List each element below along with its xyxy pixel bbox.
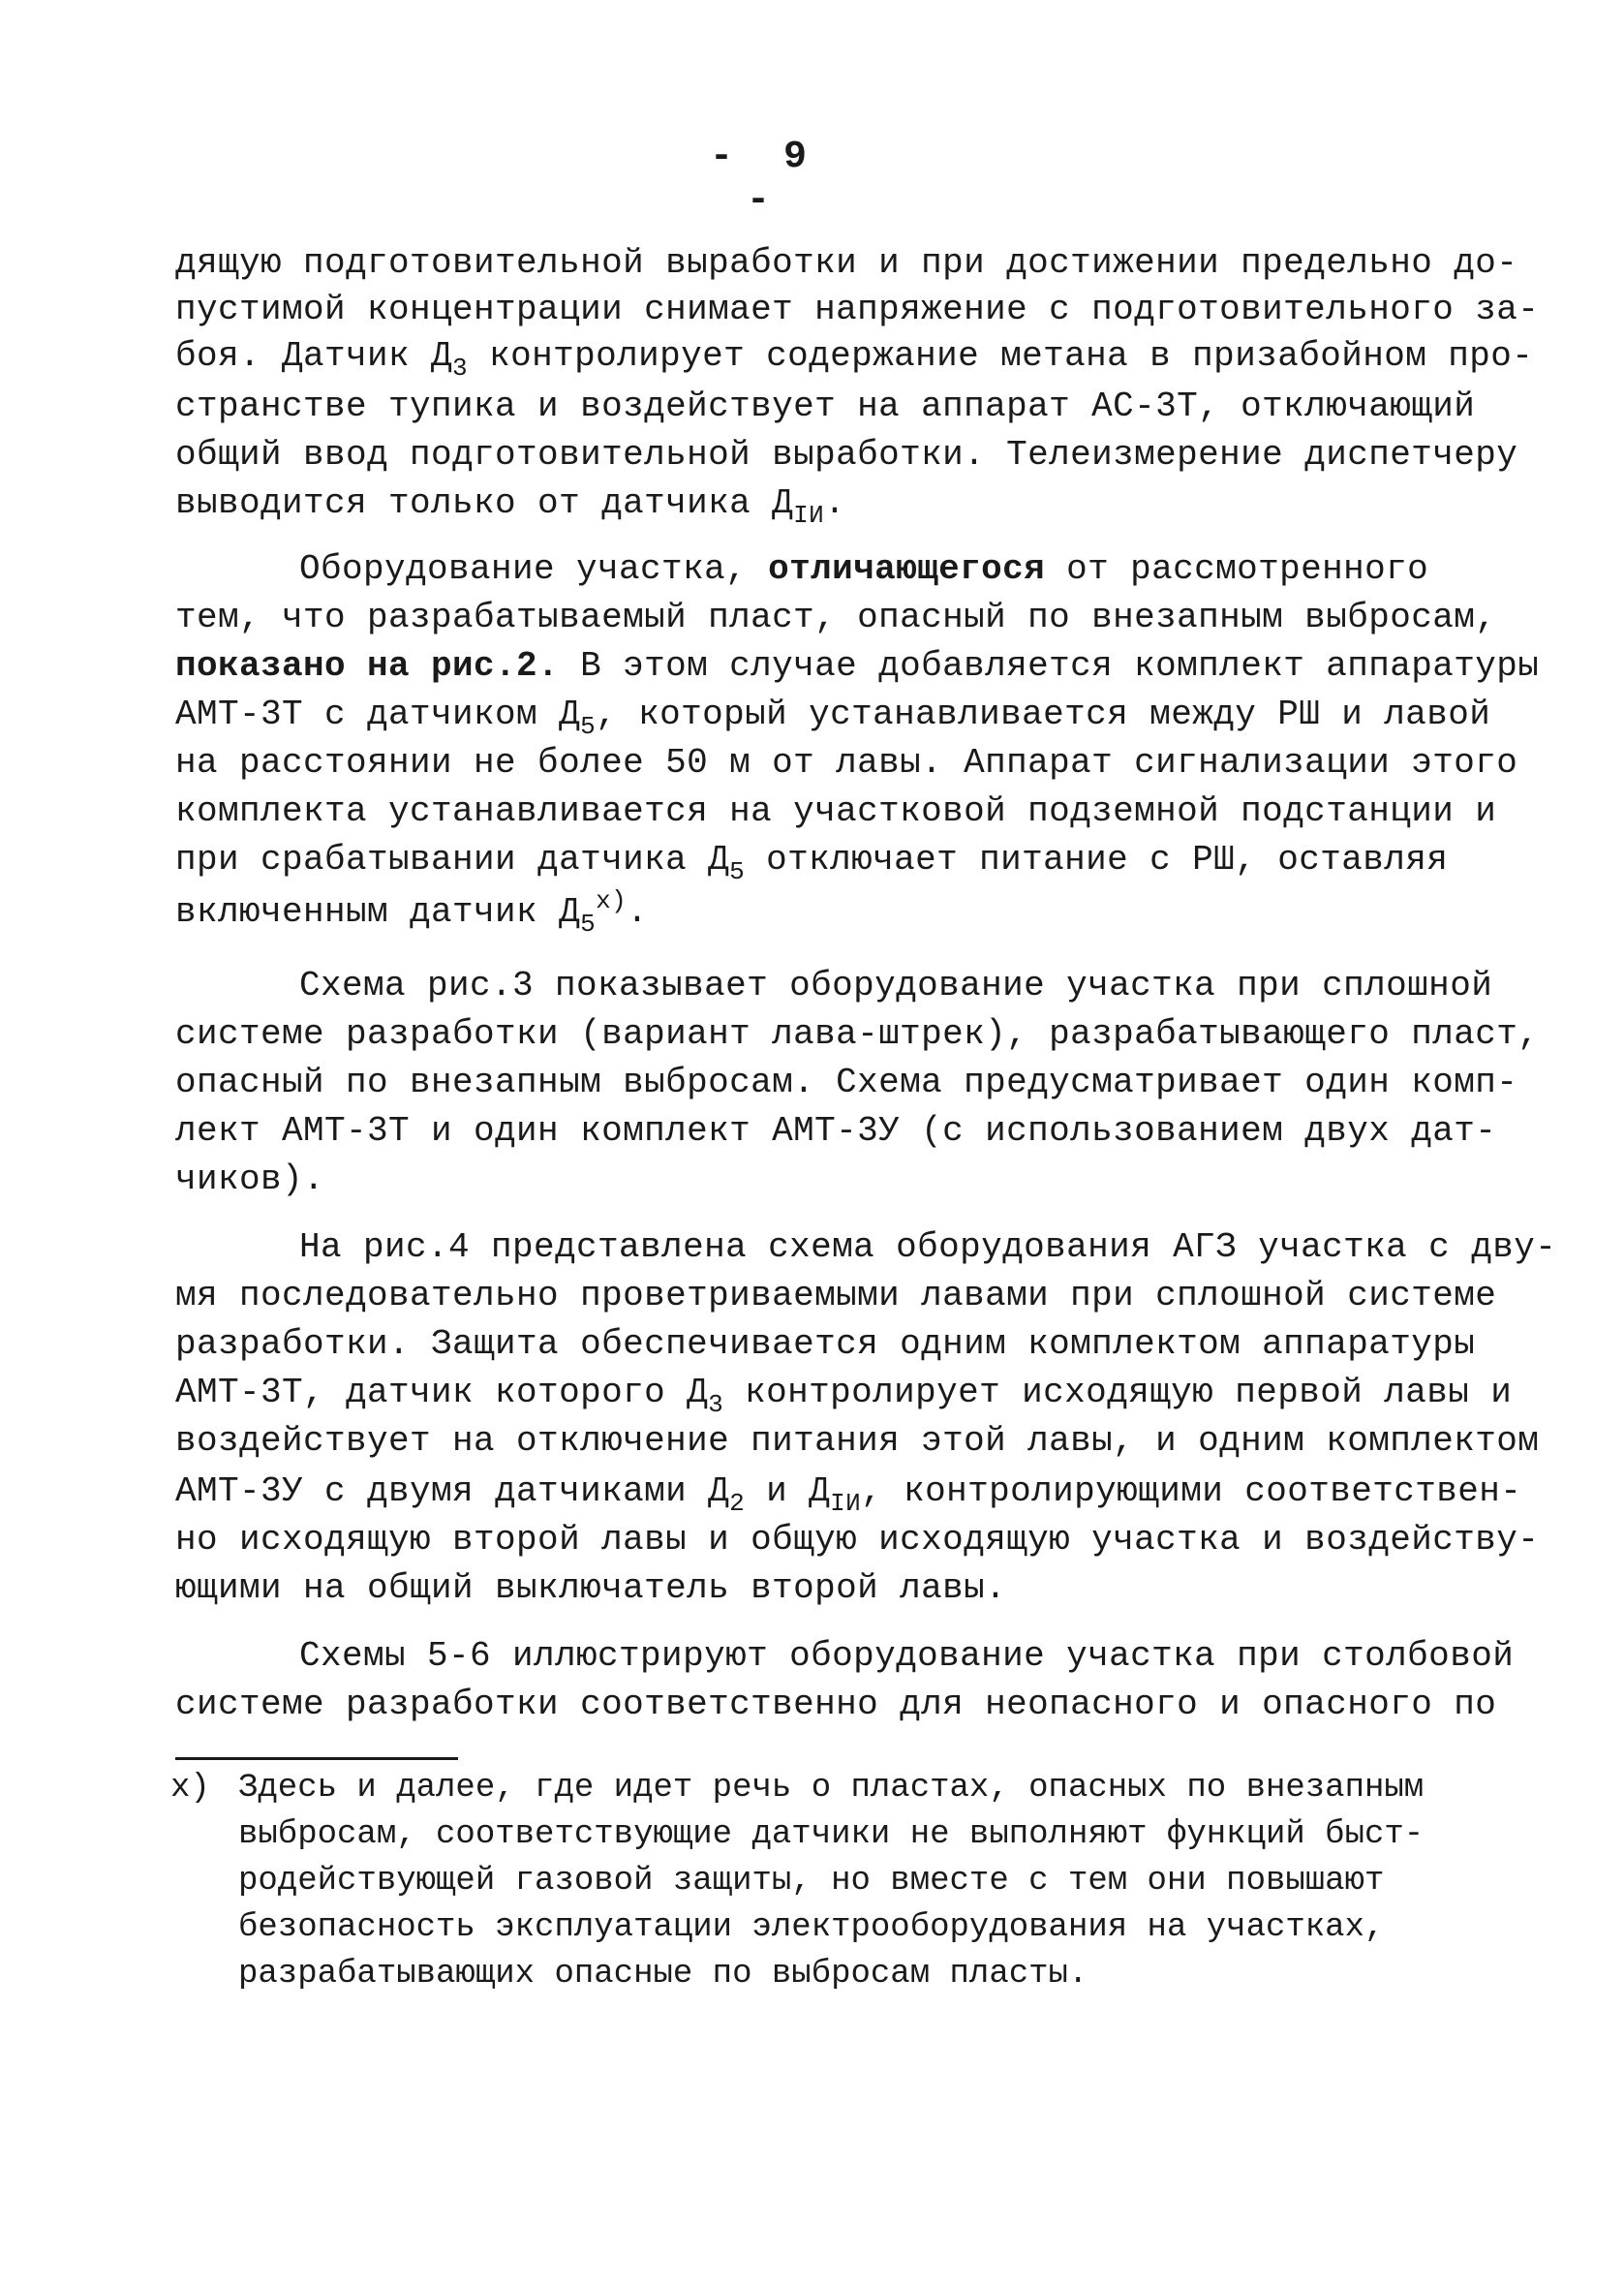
subscript: 5	[580, 910, 597, 939]
text-run: .	[627, 892, 649, 932]
text-run: Оборудование участка,	[299, 549, 769, 589]
subscript: 3	[708, 1390, 724, 1419]
text-run: АМТ-3У с двумя датчиками Д	[175, 1471, 730, 1511]
text-line: системе разработки (вариант лава-штрек), разрабатывающего пласт,	[175, 1014, 1540, 1054]
text-line	[175, 840, 1449, 886]
subscript: 3	[452, 354, 469, 383]
text-run: боя. Датчик Д	[175, 336, 453, 376]
text-run: выводится только от датчика Д	[175, 483, 794, 523]
text-line	[175, 483, 846, 530]
text-run: при срабатывании датчика Д	[175, 840, 730, 880]
footnote-line: безопасность эксплуатации электрооборудования на участках,	[238, 1909, 1385, 1946]
text-line: но исходящую второй лавы и общую исходящую участка и воздейству-	[175, 1520, 1540, 1560]
text-line	[175, 647, 1539, 686]
text-line: странстве тупика и воздействует на аппарат АС-3Т, отключающий	[175, 386, 1476, 426]
text-line: комплекта устанавливается на участковой подземной подстанции и	[175, 791, 1497, 831]
text-line	[175, 695, 1491, 741]
text-line: дящую подготовительной выработки и при достижении предельно до-	[175, 243, 1518, 283]
text-run: и Д	[745, 1471, 831, 1511]
text-line: Схема рис.3 показывает оборудование участка при сплошной	[299, 966, 1493, 1005]
text-line: общий ввод подготовительной выработки. Телеизмерение диспетчеру	[175, 435, 1518, 475]
text-run: , который устанавливается между РШ и лавой	[596, 695, 1491, 734]
text-line: системе разработки соответственно для неопасного и опасного по	[175, 1685, 1497, 1724]
text-run-bold: отличающегося	[768, 549, 1046, 589]
subscript: IИ	[830, 1489, 862, 1518]
text-run-bold: показано на рис.2.	[175, 646, 560, 686]
text-line: на расстоянии не более 50 м от лавы. Аппарат сигнализации этого	[175, 743, 1518, 783]
subscript: IИ	[793, 501, 825, 530]
text-line: тем, что разрабатываемый пласт, опасный по внезапным выбросам,	[175, 598, 1497, 637]
text-line: ющими на общий выключатель второй лавы.	[175, 1568, 1007, 1608]
text-line	[175, 336, 1534, 383]
text-line	[175, 1471, 1522, 1518]
subscript: 5	[729, 857, 746, 886]
text-run: отключает питание с РШ, оставляя	[745, 840, 1449, 880]
text-line: мя последовательно проветриваемыми лавами при сплошной системе	[175, 1276, 1497, 1315]
text-run: АМТ-3Т, датчик которого Д	[175, 1373, 709, 1412]
text-run: контролирует содержание метана в призабойном про-	[468, 336, 1534, 376]
subscript: 5	[580, 712, 597, 741]
text-line: Схемы 5-6 иллюстрируют оборудование участка при столбовой	[299, 1636, 1515, 1676]
text-run: .	[824, 483, 846, 523]
footnote-divider	[175, 1757, 458, 1760]
text-run: контролирует исходящую первой лавы и	[723, 1373, 1513, 1412]
footnote-line: выбросам, соответствующие датчики не выполняют функций быст-	[238, 1816, 1425, 1853]
text-line: опасный по внезапным выбросам. Схема предусматривает один комп-	[175, 1063, 1518, 1102]
text-line: лект АМТ-3Т и один комплект АМТ-3У (с использованием двух дат-	[175, 1111, 1497, 1151]
text-run: , контролирующими соответствен-	[861, 1471, 1522, 1511]
text-run: АМТ-3Т с датчиком Д	[175, 695, 581, 734]
text-run: от рассмотренного	[1045, 549, 1429, 589]
footnote-line: родействующей газовой защиты, но вместе с тем они повышают	[238, 1863, 1385, 1900]
text-line: На рис.4 представлена схема оборудования АГЗ участка с дву-	[299, 1227, 1557, 1267]
footnote-marker: x)	[170, 1770, 210, 1807]
text-run: В этом случае добавляется комплект аппаратуры	[559, 646, 1540, 686]
text-run: включенным датчик Д	[175, 892, 581, 932]
text-line	[175, 1373, 1513, 1419]
footnote-line: разрабатывающих опасные по выбросам пласты.	[238, 1956, 1088, 1993]
text-line: воздействует на отключение питания этой лавы, и одним комплектом	[175, 1421, 1540, 1461]
text-line: разработки. Защита обеспечивается одним комплектом аппаратуры	[175, 1324, 1476, 1364]
text-line	[175, 886, 649, 939]
footnote-line: Здесь и далее, где идет речь о пластах, опасных по внезапным	[238, 1770, 1425, 1807]
text-line: пустимой концентрации снимает напряжение с подготовительного за-	[175, 290, 1540, 329]
footnote-ref: x)	[596, 886, 628, 915]
subscript: 2	[729, 1489, 746, 1518]
text-line	[299, 550, 1428, 589]
page-number: - 9 -	[709, 136, 820, 223]
text-line: чиков).	[175, 1159, 325, 1199]
